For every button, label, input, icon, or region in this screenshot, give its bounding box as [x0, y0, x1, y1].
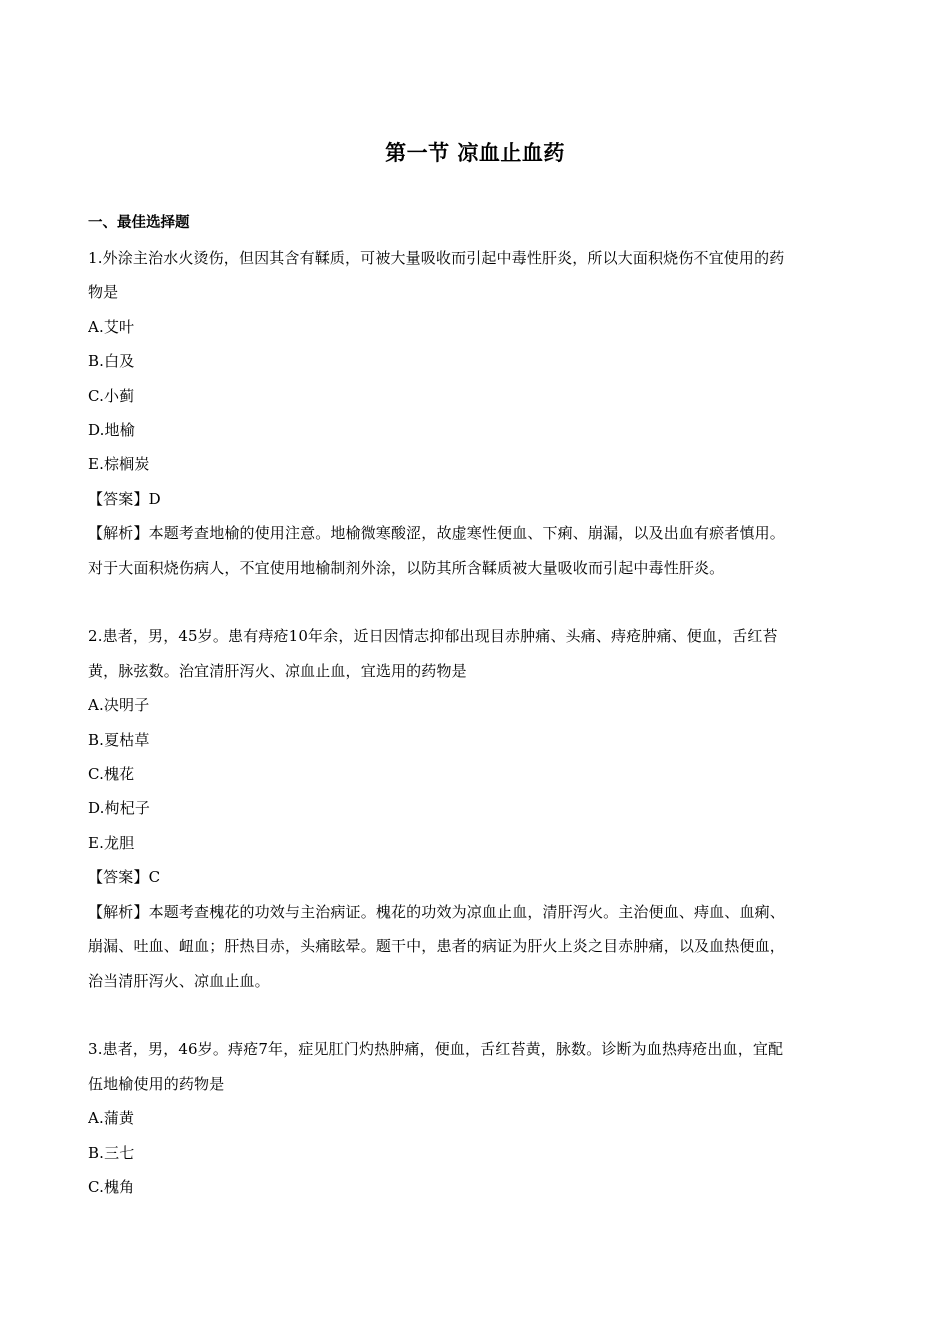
question-list — [88, 241, 862, 1204]
analysis-line: 治当清肝泻火、凉血止血。 — [88, 971, 270, 990]
question-spacer — [88, 998, 862, 1032]
question-stem-line: 伍地榆使用的药物是 — [88, 1074, 225, 1093]
option-d: D.地榆 — [88, 421, 135, 440]
question-1 — [88, 241, 862, 585]
answer: 【答案】D — [88, 489, 161, 508]
answer: 【答案】C — [88, 868, 161, 887]
question-stem-line: 物是 — [88, 283, 119, 302]
question-stem-line: 1.外涂主治水火烫伤，但因其含有鞣质，可被大量吸收而引起中毒性肝炎，所以大面积烧伤不宜使用的药 — [88, 249, 785, 267]
option-c: C.槐角 — [88, 1177, 135, 1196]
question-spacer — [88, 585, 862, 619]
question-2 — [88, 619, 862, 997]
option-e: E.棕榈炭 — [88, 455, 150, 474]
analysis-line: 【解析】本题考查地榆的使用注意。地榆微寒酸涩，故虚寒性便血、下痢、崩漏，以及出血有瘀者慎用。 — [88, 524, 785, 543]
option-b: B.三七 — [88, 1143, 135, 1162]
option-a: A.蒲黄 — [88, 1109, 135, 1128]
analysis-line: 崩漏、吐血、衄血；肝热目赤，头痛眩晕。题干中，患者的病证为肝火上炎之目赤肿痛，以及血热便血， — [88, 937, 785, 956]
option-a: A.决明子 — [88, 696, 150, 715]
analysis-line: 【解析】本题考查槐花的功效与主治病证。槐花的功效为凉血止血，清肝泻火。主治便血、痔血、血痢、 — [88, 902, 785, 921]
page-title: 第一节 凉血止血药 — [385, 141, 565, 165]
option-a: A.艾叶 — [88, 317, 135, 336]
question-stem-line: 2.患者，男，45岁。患有痔疮10年余，近日因情志抑郁出现目赤肿痛、头痛、痔疮肿痛、便血，舌红苔 — [88, 627, 778, 646]
question-stem-line: 黄，脉弦数。治宜清肝泻火、凉血止血，宜选用的药物是 — [88, 661, 467, 680]
option-c: C.小蓟 — [88, 386, 135, 405]
analysis-line: 对于大面积烧伤病人，不宜使用地榆制剂外涂，以防其所含鞣质被大量吸收而引起中毒性肝炎。 — [88, 558, 725, 577]
option-e: E.龙胆 — [88, 833, 135, 852]
option-c: C.槐花 — [88, 765, 135, 784]
section-heading: 一、最佳选择题 — [88, 215, 190, 231]
option-d: D.枸杞子 — [88, 799, 151, 818]
option-b: B.白及 — [88, 352, 135, 371]
question-stem-line: 3.患者，男，46岁。痔疮7年，症见肛门灼热肿痛，便血，舌红苔黄，脉数。诊断为血热痔疮出血，宜配 — [88, 1040, 784, 1059]
option-b: B.夏枯草 — [88, 730, 150, 749]
question-3 — [88, 1032, 862, 1204]
